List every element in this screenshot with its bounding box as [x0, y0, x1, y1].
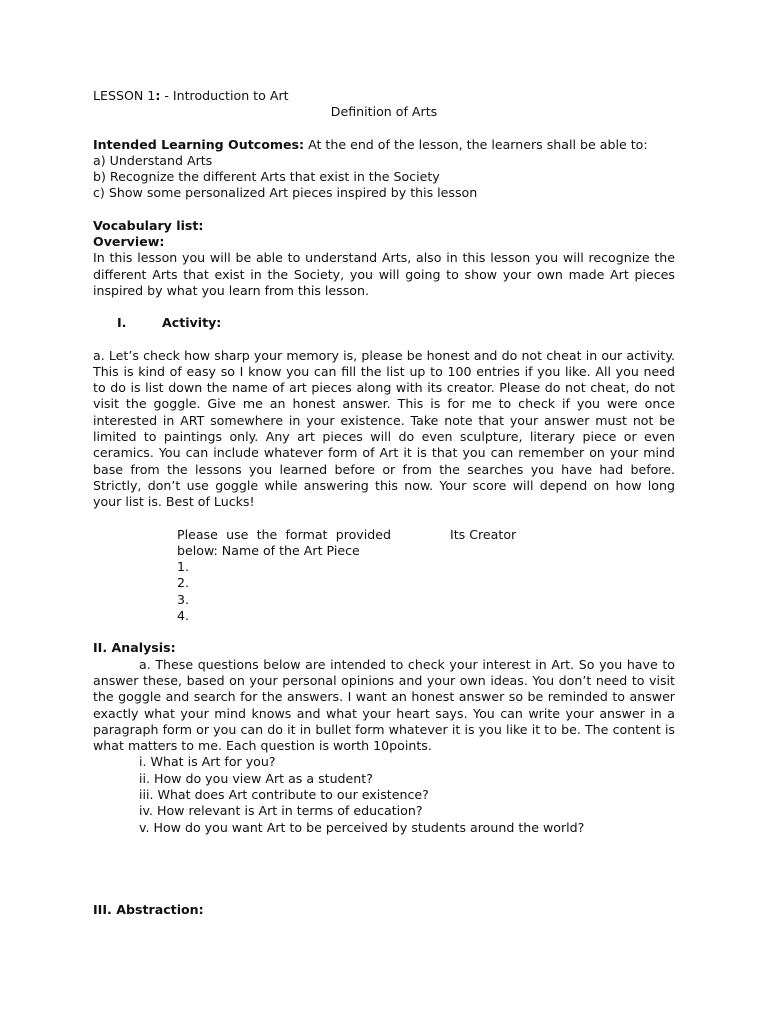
entry-number: 4. — [177, 608, 190, 624]
lesson-subtitle: Definition of Arts — [330, 104, 438, 120]
spacer — [93, 624, 675, 640]
overview-heading: Overview: — [93, 234, 165, 250]
answer-format — [177, 527, 675, 625]
activity-number: I. — [117, 315, 127, 331]
activity-paragraph: a. Let’s check how sharp your memory is, please be honest and do not cheat in our activity. This is kind of easy so I know you can fill the list up to 100 entries if you like. All you need to do is list down the name of art pieces along with its creator. Please do not cheat, do not visit the goggle. Give me an honest answer. This is for me to check if you were once interested in ART somewhere in your existence. Take note that your answer must not be limited to paintings only. Any art pieces will do even sculpture, literary piece or even ceramics. You can include whatever form of Art it is that you can remember on your mind base from the lessons you learned before or from the searches you have had before. Strictly, don’t use goggle while answering this now. Your score will depend on how long your list is. Best of Lucks! — [93, 347, 675, 510]
outcome-item: a) Understand Arts — [93, 152, 213, 168]
question-item: i. What is Art for you? — [139, 754, 276, 770]
outcomes-intro: At the end of the lesson, the learners shall be able to: — [304, 136, 648, 152]
outcomes-heading — [93, 137, 675, 153]
activity-label: Activity: — [162, 315, 222, 331]
spacer — [93, 836, 675, 902]
spacer — [93, 511, 675, 527]
question-item: v. How do you want Art to be perceived by students around the world? — [139, 819, 585, 835]
outcome-item: c) Show some personalized Art pieces inspired by this lesson — [93, 185, 478, 201]
lesson-title — [93, 88, 675, 104]
overview-paragraph: In this lesson you will be able to understand Arts, also in this lesson you will recognize the different Arts that exist in the Society, you will going to show your own made Art pieces inspired by what you learn from this lesson. — [93, 250, 675, 298]
question-list — [93, 754, 675, 835]
spacer — [93, 332, 675, 348]
question-item: iii. What does Art contribute to our existence? — [139, 786, 429, 802]
outcome-item: b) Recognize the different Arts that exist in the Society — [93, 169, 440, 185]
analysis-heading: II. Analysis: — [93, 640, 176, 656]
question-item: iv. How relevant is Art in terms of education? — [139, 803, 423, 819]
creator-column-label: Its Creator — [450, 526, 517, 542]
document-page — [93, 88, 675, 918]
vocabulary-heading: Vocabulary list: — [93, 217, 204, 233]
entry-number: 1. — [177, 559, 190, 575]
question-item: ii. How do you view Art as a student? — [139, 770, 373, 786]
activity-heading — [93, 315, 675, 331]
entry-number: 3. — [177, 591, 190, 607]
spacer — [93, 202, 675, 218]
lesson-colon: : — [155, 88, 161, 103]
lesson-name: - Introduction to Art — [160, 88, 289, 103]
lesson-number: LESSON 1 — [93, 88, 156, 103]
analysis-paragraph: a. These questions below are intended to check your interest in Art. So you have to answer these, based on your personal opinions and your own ideas. You don’t need to visit the goggle and search for the answers. I want an honest answer so be reminded to answer exactly what your mind knows and what your heart says. You can write your answer in a paragraph form or you can do it in bullet form whatever it is you like it to be. The content is what matters to me. Each question is worth 10points. — [93, 656, 675, 754]
abstraction-heading: III. Abstraction: — [93, 901, 204, 917]
spacer — [93, 121, 675, 137]
format-instruction: Please use the format provided below: Name of the Art Piece — [177, 526, 391, 558]
entry-number: 2. — [177, 575, 190, 591]
outcomes-label: Intended Learning Outcomes: — [93, 136, 305, 152]
spacer — [93, 299, 675, 315]
